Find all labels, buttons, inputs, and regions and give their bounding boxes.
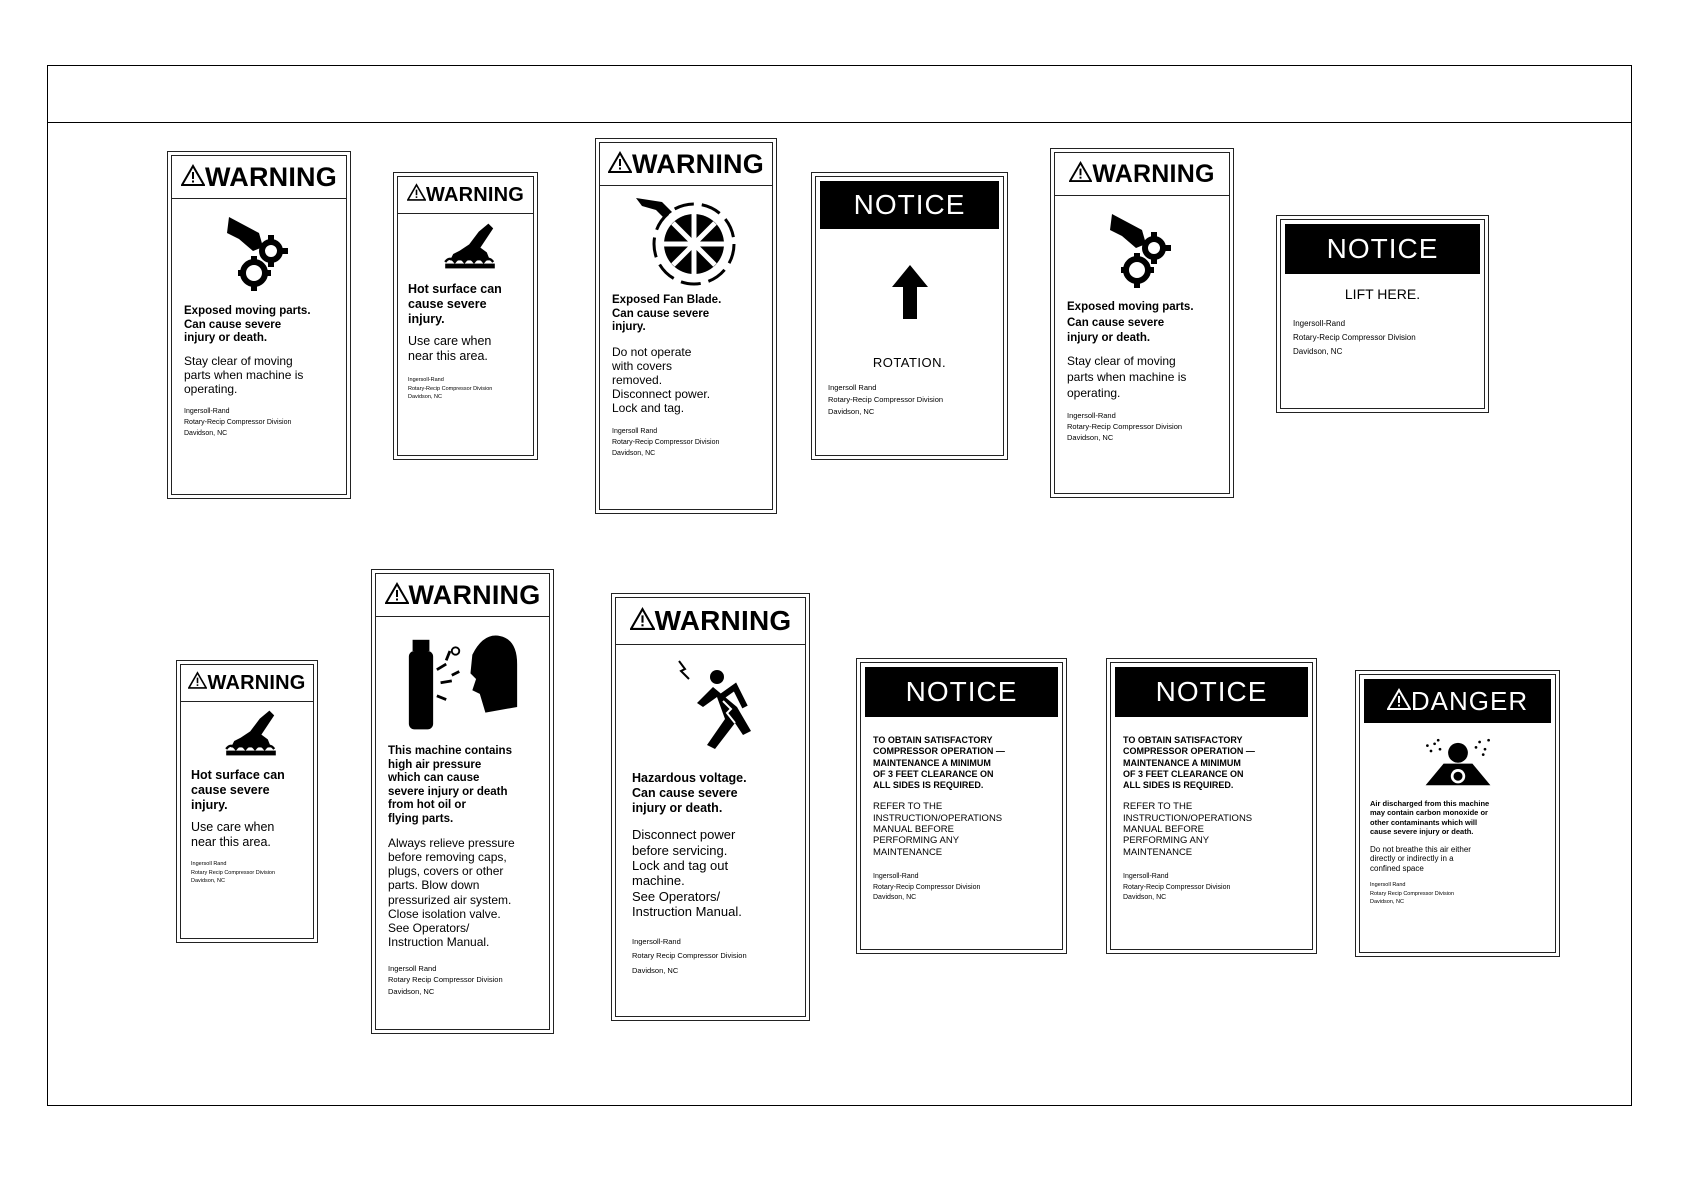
decal-header-text: WARNING (408, 580, 541, 610)
contaminated-air-head-icon (1413, 731, 1503, 789)
decal-lead-text: LIFT HERE. (1344, 286, 1421, 302)
warning-triangle-icon (1069, 161, 1092, 182)
decal-footer-text: Ingersoll-Rand Rotary-Recip Compressor Division Davidson, NC (1123, 873, 1231, 902)
decal-body-text: Always relieve pressure before removing caps, plugs, covers or other parts. Blow down pressurized air system. Close isolation valve. See Operators/ Instruction Manual. (388, 836, 515, 949)
decal-lead-text: Air discharged from this machine may contain carbon monoxide or other contaminants which will cause severe injury or death. (1370, 799, 1490, 837)
decal-notice-lift-here (1276, 215, 1489, 413)
warning-triangle-icon (630, 607, 655, 630)
decal-body-text: REFER TO THE INSTRUCTION/OPERATIONS MANUAL BEFORE PERFORMING ANY MAINTENANCE (1123, 801, 1253, 858)
decal-header: NOTICE (865, 667, 1058, 717)
decal-header: NOTICE (1285, 224, 1480, 274)
decal-header-text: WARNING (654, 605, 792, 636)
decal-header-text: WARNING (632, 149, 764, 179)
decal-warning-hazardous-voltage (611, 593, 810, 1021)
decal-warning-high-pressure (371, 569, 554, 1034)
decal-header-text: DANGER (1410, 686, 1529, 716)
decal-header (376, 574, 549, 617)
decal-lead-text: Hazardous voltage. Can cause severe injury or death. (632, 771, 747, 815)
decal-footer-text: Ingersoll Rand Rotary Recip Compressor Division Davidson, NC (191, 861, 276, 885)
decal-header: NOTICE (1115, 667, 1308, 717)
decal-header-text: WARNING (205, 162, 337, 192)
decal-footer-text: Ingersoll Rand Rotary Recip Compressor Division Davidson, NC (388, 963, 503, 996)
warning-triangle-icon (181, 164, 205, 186)
decal-lead-text: ROTATION. (872, 355, 947, 370)
decal-header (600, 143, 772, 186)
decal-warning-hot-surface-2 (176, 660, 318, 943)
decal-warning-fan-blade (595, 138, 777, 514)
decal-header (398, 177, 533, 214)
decal-footer-text: Ingersoll Rand Rotary Recip Compressor Division Davidson, NC (1370, 882, 1455, 905)
pinch-point-gear-icon (1102, 208, 1182, 292)
warning-triangle-icon (188, 671, 207, 689)
decal-lead-text: This machine contains high air pressure which can cause severe injury or death from hot oil or flying parts. (388, 745, 512, 825)
decal-notice-clearance-1 (856, 658, 1067, 954)
fan-blade-hand-icon (631, 192, 741, 286)
decal-header-text: WARNING (207, 672, 306, 694)
decal-header (181, 665, 313, 702)
warning-triangle-icon (407, 183, 426, 201)
decal-body-text: Disconnect power before servicing. Lock and tag out machine. See Operators/ Instruction Manual. (632, 827, 742, 919)
decal-body-text: Use care when near this area. (191, 820, 275, 850)
decal-header: NOTICE (820, 181, 999, 229)
decal-footer-text: Ingersoll-Rand Rotary-Recip Compressor Division Davidson, NC (408, 377, 493, 401)
warning-triangle-icon (385, 582, 409, 604)
decal-footer-text: Ingersoll-Rand Rotary-Recip Compressor Division Davidson, NC (1293, 318, 1416, 357)
decal-footer-text: Ingersoll-Rand Rotary-Recip Compressor Division Davidson, NC (1067, 411, 1183, 442)
decal-lead-text: Exposed Fan Blade. Can cause severe injury. (612, 294, 722, 334)
decal-lead-text: TO OBTAIN SATISFACTORY COMPRESSOR OPERATION — MAINTENANCE A MINIMUM OF 3 FEET CLEARANCE ON ALL SIDES IS REQUIRED. (873, 735, 1005, 790)
frame-header-band (48, 66, 1631, 123)
decal-footer-text: Ingersoll-Rand Rotary Recip Compressor Division Davidson, NC (632, 937, 747, 975)
decal-body-text: Stay clear of moving parts when machine is operating. (184, 353, 304, 397)
decal-danger-contaminated-air (1355, 670, 1560, 957)
decal-header (172, 156, 346, 199)
decal-body-text: Use care when near this area. (408, 334, 492, 364)
decal-lead-text: Hot surface can cause severe injury. (191, 768, 285, 812)
decal-warning-moving-parts-2 (1050, 148, 1234, 498)
decal-header (1364, 679, 1551, 723)
pinch-point-gear-icon (219, 211, 299, 295)
decal-footer-text: Ingersoll-Rand Rotary-Recip Compressor Division Davidson, NC (873, 873, 981, 902)
decal-footer-text: Ingersoll-Rand Rotary-Recip Compressor Division Davidson, NC (184, 407, 292, 437)
danger-triangle-icon (1387, 688, 1411, 710)
electric-shock-icon (663, 657, 759, 753)
decal-header (616, 598, 805, 645)
warning-triangle-icon (608, 151, 632, 173)
decal-body-text: REFER TO THE INSTRUCTION/OPERATIONS MANUAL BEFORE PERFORMING ANY MAINTENANCE (873, 801, 1003, 858)
decal-body-text: Stay clear of moving parts when machine is operating. (1067, 353, 1187, 400)
decal-footer-text: Ingersoll Rand Rotary-Recip Compressor Division Davidson, NC (612, 428, 720, 458)
decal-header-text: WARNING (425, 184, 525, 206)
decal-lead-text: TO OBTAIN SATISFACTORY COMPRESSOR OPERATION — MAINTENANCE A MINIMUM OF 3 FEET CLEARANCE ON ALL SIDES IS REQUIRED. (1123, 735, 1255, 790)
decal-lead-text: Exposed moving parts. Can cause severe injury or death. (184, 305, 311, 345)
decal-header-text: WARNING (1092, 160, 1215, 188)
hot-surface-hand-icon (434, 218, 498, 274)
decal-lead-text: Hot surface can cause severe injury. (408, 282, 502, 326)
decal-notice-rotation (811, 172, 1008, 460)
decal-warning-moving-parts-1 (167, 151, 351, 499)
rotation-arrow-up-icon (890, 263, 930, 321)
decal-body-text: Do not operate with covers removed. Disconnect power. Lock and tag. (612, 344, 711, 416)
high-pressure-head-icon (395, 623, 531, 735)
decal-lead-text: Exposed moving parts. Can cause severe injury or death. (1067, 301, 1194, 345)
decal-footer-text: Ingersoll Rand Rotary-Recip Compressor Division Davidson, NC (828, 383, 944, 416)
decal-body-text: Do not breathe this air either directly or indirectly in a confined space (1370, 844, 1471, 873)
decal-warning-hot-surface-1 (393, 172, 538, 460)
decal-notice-clearance-2 (1106, 658, 1317, 954)
decal-header (1055, 153, 1229, 196)
hot-surface-hand-icon (215, 706, 279, 760)
